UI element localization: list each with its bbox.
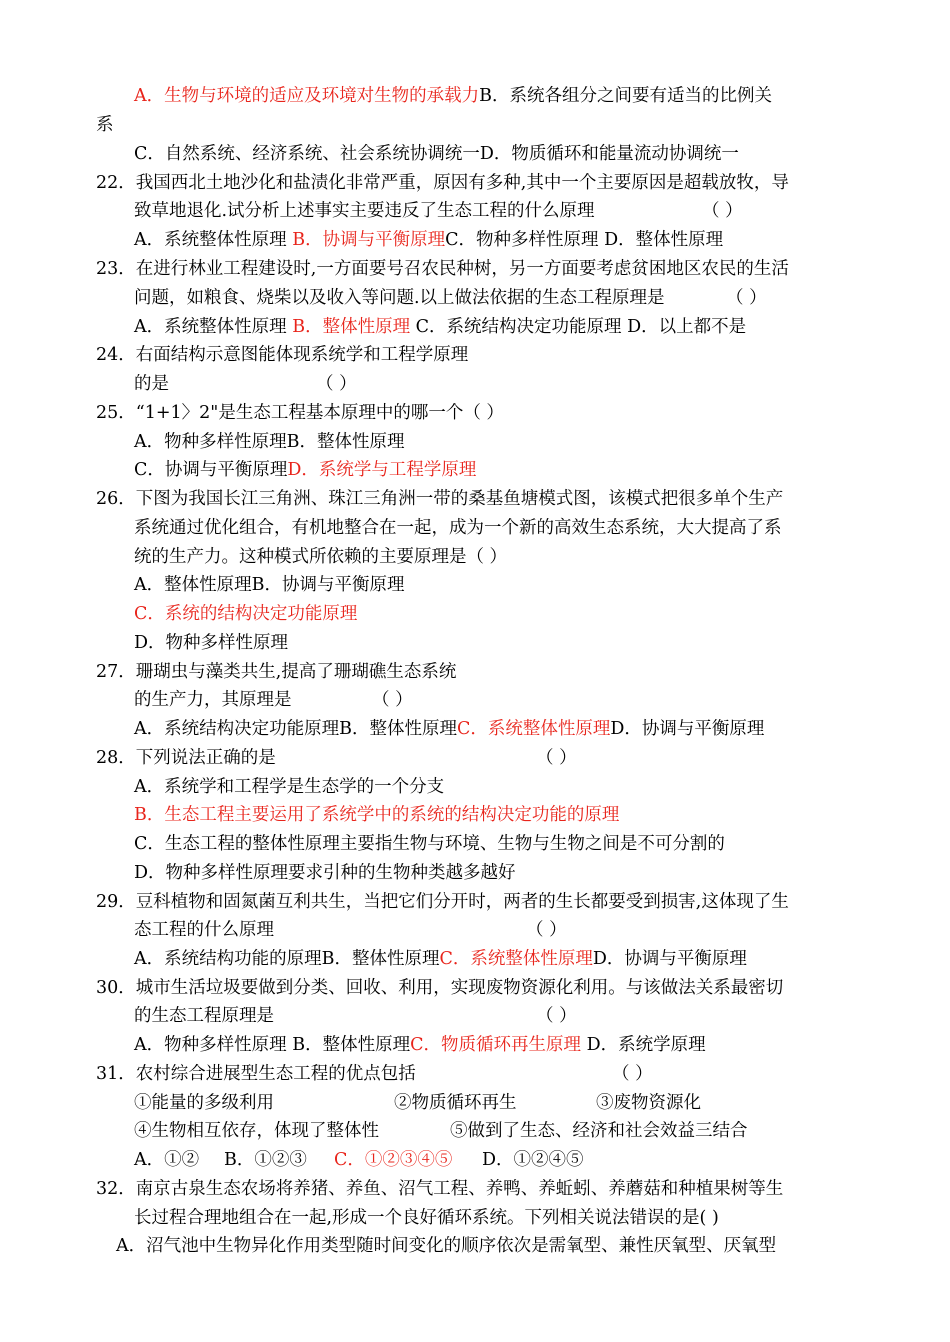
q29-stem-line2: 态工程的什么原理 (134, 920, 274, 940)
q29-stem: 29．豆科植物和固氮菌互利共生，当把它们分开时，两者的生长都要受到损害,这体现了生 (96, 892, 789, 912)
q26-number: 26． (96, 489, 136, 509)
q23-option-c: C．系统结构决定功能原理 (415, 317, 622, 337)
q31-number: 31． (96, 1064, 136, 1084)
q25-option-c: C．协调与平衡原理 (134, 460, 288, 480)
q22-option-d: D．整体性原理 (604, 230, 724, 250)
q29-options (134, 948, 747, 970)
q23-option-d: D．以上都不是 (627, 317, 747, 337)
q23-answer-bracket: （ ） (726, 288, 767, 308)
q28-option-b: B．生态工程主要运用了系统学中的系统的结构决定功能的原理 (134, 805, 620, 825)
q24-stem: 24．右面结构示意图能体现系统学和工程学原理 (96, 345, 469, 365)
q22-stem: 22．我国西北土地沙化和盐渍化非常严重，原因有多种,其中一个主要原因是超载放牧，导 (96, 173, 789, 193)
q22-number: 22． (96, 173, 136, 193)
q27-number: 27． (96, 662, 136, 682)
q27-option-d: D．协调与平衡原理 (610, 719, 765, 739)
q30-number: 30． (96, 978, 136, 998)
q25-option-b: B．整体性原理 (286, 432, 405, 452)
q31-option-a: A．①② (134, 1150, 200, 1170)
q30-answer-bracket: （ ） (536, 1006, 577, 1026)
q25-number: 25． (96, 403, 136, 423)
q22-option-c: C．物种多样性原理 (445, 230, 599, 250)
q30-option-c: C．物质循环再生原理 (410, 1035, 581, 1055)
q25-options-cd (134, 459, 476, 481)
q23-stem: 23．在进行林业工程建设时,一方面要号召农民种树，另一方面要考虑贫困地区农民的生活 (96, 259, 789, 279)
q29-option-c: C．系统整体性原理 (439, 949, 593, 969)
q28-answer-bracket: （ ） (536, 748, 577, 768)
q30-option-b: B．整体性原理 (292, 1035, 411, 1055)
q29-number: 29． (96, 892, 136, 912)
q31-answer-bracket: （ ） (612, 1064, 653, 1084)
q24-answer-bracket: （ ） (316, 374, 357, 394)
q26-option-b: B．协调与平衡原理 (251, 575, 405, 595)
q31-item-1: ①能量的多级利用 (134, 1093, 274, 1113)
q31-item-3: ③废物资源化 (596, 1093, 701, 1113)
q21-option-d: D．物质循环和能量流动协调统一 (479, 144, 739, 164)
q31-option-d: D．①②④⑤ (482, 1150, 584, 1170)
q25-options-ab (134, 431, 405, 453)
q31-option-c: C．①②③④⑤ (334, 1150, 453, 1170)
q26-options-ab (134, 574, 405, 596)
q27-answer-bracket: （ ） (372, 690, 413, 710)
q27-option-b: B．整体性原理 (339, 719, 458, 739)
q31-option-b: B．①②③ (224, 1150, 307, 1170)
q25-stem: 25．“1+1〉2"是生态工程基本原理中的哪一个（ ） (96, 403, 504, 423)
q28-stem: 28．下列说法正确的是 (96, 748, 276, 768)
q27-option-a: A．系统结构决定功能原理 (134, 719, 340, 739)
q21-options-ab (134, 85, 772, 107)
q26-stem-line2: 系统通过优化组合，有机地整合在一起，成为一个新的高效生态系统，大大提高了系 (134, 518, 782, 538)
q23-options (134, 316, 746, 338)
q28-number: 28． (96, 748, 136, 768)
q31-item-4: ④生物相互依存，体现了整体性 (134, 1121, 379, 1141)
q32-number: 32． (96, 1179, 136, 1199)
q23-option-b: B．整体性原理 (292, 317, 411, 337)
q25-option-d: D．系统学与工程学原理 (287, 460, 477, 480)
q31-item-5: ⑤做到了生态、经济和社会效益三结合 (450, 1121, 748, 1141)
q21-option-b-wrap: 系 (96, 115, 114, 135)
q27-options (134, 718, 764, 740)
q22-option-a: A．系统整体性原理 (134, 230, 287, 250)
q22-options (134, 229, 723, 251)
q26-stem-line3: 统的生产力。这种模式所依赖的主要原理是（ ） (134, 547, 508, 567)
q26-option-c: C．系统的结构决定功能原理 (134, 604, 358, 624)
q28-option-c: C．生态工程的整体性原理主要指生物与环境、生物与生物之间是不可分割的 (134, 834, 725, 854)
q30-option-d: D．系统学原理 (586, 1035, 706, 1055)
q30-options (134, 1034, 706, 1056)
q25-option-a: A．物种多样性原理 (134, 432, 287, 452)
q22-option-b: B．协调与平衡原理 (292, 230, 446, 250)
q21-option-a: A．生物与环境的适应及环境对生物的承载力 (134, 86, 480, 106)
q30-stem: 30．城市生活垃圾要做到分类、回收、利用，实现废物资源化利用。与该做法关系最密切 (96, 978, 784, 998)
q24-stem-line2: 的是 (134, 374, 169, 394)
q27-stem: 27．珊瑚虫与藻类共生,提高了珊瑚礁生态系统 (96, 662, 457, 682)
q26-option-d: D．物种多样性原理 (134, 633, 289, 653)
q26-option-a: A．整体性原理 (134, 575, 252, 595)
q21-option-c: C．自然系统、经济系统、社会系统协调统一 (134, 144, 480, 164)
q32-stem: 32．南京古泉生态农场将养猪、养鱼、沼气工程、养鸭、养蚯蚓、养蘑菇和种植果树等生 (96, 1179, 784, 1199)
q29-option-d: D．协调与平衡原理 (592, 949, 747, 969)
q28-option-a: A．系统学和工程学是生态学的一个分支 (134, 777, 445, 797)
q23-option-a: A．系统整体性原理 (134, 317, 287, 337)
q22-stem-line2: 致草地退化.试分析上述事实主要违反了生态工程的什么原理 (134, 201, 595, 221)
q26-stem: 26．下图为我国长江三角洲、珠江三角洲一带的桑基鱼塘模式图，该模式把很多单个生产 (96, 489, 784, 509)
q23-number: 23． (96, 259, 136, 279)
q21-options-cd (134, 143, 739, 165)
q29-option-b: B．整体性原理 (321, 949, 440, 969)
q24-number: 24． (96, 345, 136, 365)
q28-option-d: D．物种多样性原理要求引种的生物种类越多越好 (134, 863, 516, 883)
q29-answer-bracket: （ ） (526, 920, 567, 940)
q27-stem-line2: 的生产力，其原理是 (134, 690, 292, 710)
q32-option-a: A．沼气池中生物异化作用类型随时间变化的顺序依次是需氧型、兼性厌氧型、厌氧型 (116, 1236, 777, 1256)
q32-stem-line2: 长过程合理地组合在一起,形成一个良好循环系统。下列相关说法错误的是( ) (134, 1208, 719, 1228)
q29-option-a: A．系统结构功能的原理 (134, 949, 322, 969)
q31-stem: 31．农村综合进展型生态工程的优点包括 (96, 1064, 416, 1084)
q30-stem-line2: 的生态工程原理是 (134, 1006, 274, 1026)
q23-stem-line2: 问题，如粮食、烧柴以及收入等问题.以上做法依据的生态工程原理是 (134, 288, 665, 308)
q31-item-2: ②物质循环再生 (394, 1093, 517, 1113)
q27-option-c: C．系统整体性原理 (457, 719, 611, 739)
q22-answer-bracket: （ ） (702, 201, 743, 221)
q30-option-a: A．物种多样性原理 (134, 1035, 287, 1055)
q21-option-b: B．系统各组分之间要有适当的比例关 (479, 86, 772, 106)
